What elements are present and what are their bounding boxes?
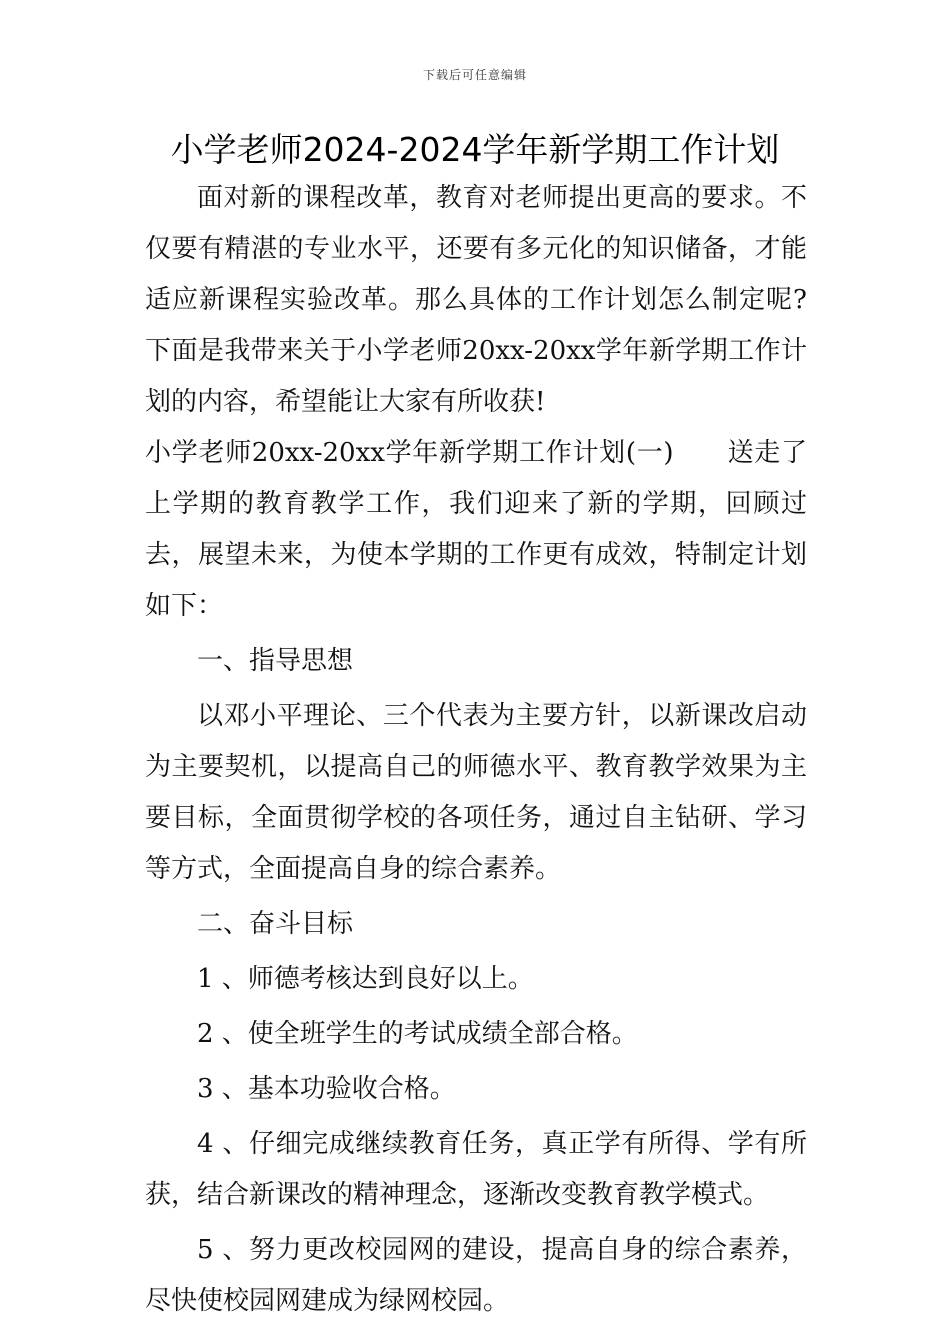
goal-item-5: 5 、努力更改校园网的建设，提高自身的综合素养，尽快使校园网建成为绿网校园。	[145, 1235, 807, 1316]
goal-item-2: 2 、使全班学生的考试成绩全部合格。	[197, 1019, 638, 1049]
section-heading-guiding: 一、指导思想	[197, 646, 354, 676]
intro-paragraph: 面对新的课程改革，教育对老师提出更高的要求。不仅要有精湛的专业水平，还要有多元化的知识储备，才能适应新课程实验改革。那么具体的工作计划怎么制定呢?下面是我带来关于小学老师20xx-20xx学年新学期工作计划的内容，希望能让大家有所收获!	[145, 183, 807, 417]
goal-item-1: 1 、师德考核达到良好以上。	[197, 964, 534, 994]
document-body	[145, 173, 807, 1327]
goal-item-3: 3 、基本功验收合格。	[197, 1074, 456, 1104]
plan-one-paragraph: 小学老师20xx-20xx学年新学期工作计划(一) 送走了上学期的教育教学工作，我们迎来了新的学期，回顾过去，展望未来，为使本学期的工作更有成效，特制定计划如下：	[145, 438, 807, 621]
header-note: 下载后可任意编辑	[422, 68, 527, 82]
document-title: 小学老师2024-2024学年新学期工作计划	[170, 130, 780, 169]
section-heading-goals: 二、奋斗目标	[197, 909, 354, 939]
goal-item-4: 4 、仔细完成继续教育任务，真正学有所得、学有所获，结合新课改的精神理念，逐渐改变教育教学模式。	[145, 1129, 807, 1210]
guiding-paragraph: 以邓小平理论、三个代表为主要方针，以新课改启动为主要契机，以提高自己的师德水平、教育教学效果为主要目标，全面贯彻学校的各项任务，通过自主钻研、学习等方式，全面提高自身的综合素养。	[145, 701, 807, 884]
